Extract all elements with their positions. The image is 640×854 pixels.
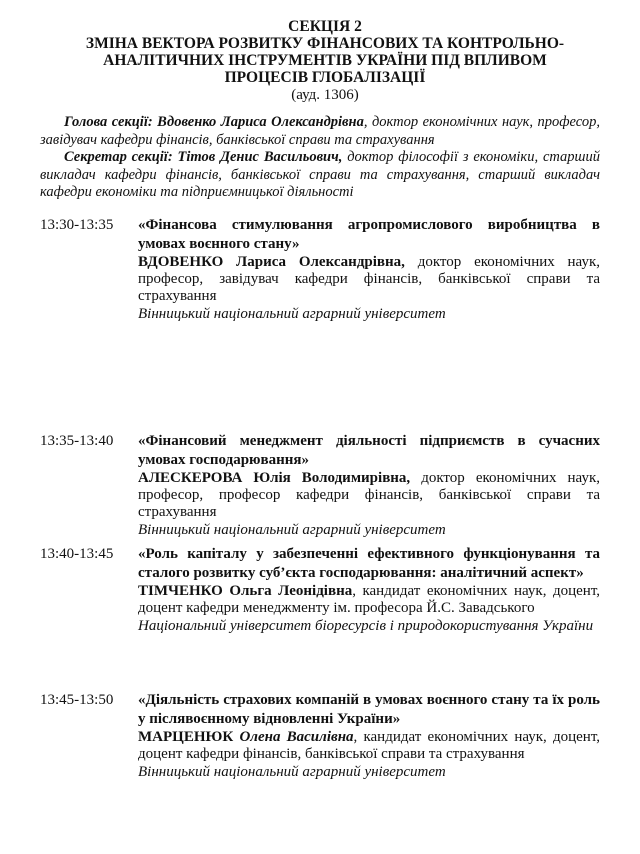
talk-body: [138, 545, 600, 635]
secretary-label: Секретар секції:: [64, 149, 173, 165]
chair-label: Голова секції:: [64, 114, 153, 130]
section-title-line: АНАЛІТИЧНИХ ІНСТРУМЕНТІВ УКРАЇНИ ПІД ВПЛИВОМ: [103, 52, 547, 69]
talk-speaker: [138, 729, 600, 763]
secretary-details: доктор філософії з економіки, старший викладач кафедри фінансів, банківської справи та страхування, старший викладач кафедри економіки та підприємницької діяльності: [40, 149, 600, 200]
talk-body: [138, 432, 600, 539]
section-secretary: [40, 149, 600, 202]
talk-time: 13:45-13:50: [40, 692, 114, 708]
talk-title: «Фінансовий менеджмент діяльності підприємств в сучасних умовах господарювання»: [138, 433, 600, 468]
talk-body: [138, 691, 600, 781]
chair-details: , доктор економічних наук, професор, завідувач кафедри фінансів, банківської справи та страхування: [40, 114, 601, 148]
speaker-name: МАРЦЕНЮК: [138, 729, 234, 745]
speaker-name: АЛЕСКЕРОВА Юлія Володимирівна,: [138, 470, 411, 486]
talk-speaker: [138, 470, 600, 521]
section-officers: [40, 114, 600, 202]
talk-time: 13:35-13:40: [40, 433, 114, 449]
talk-speaker: [138, 583, 600, 617]
talk-title: «Роль капіталу у забезпеченні ефективного функціонування та сталого розвитку суб’єкта господарювання: аналітичний аспект»: [138, 546, 600, 581]
section-room: (ауд. 1306): [291, 87, 359, 103]
talk-time: 13:30-13:35: [40, 217, 114, 233]
speaker-institution: Вінницький національний аграрний університет: [138, 306, 446, 322]
talk-title: «Фінансова стимулювання агропромислового виробництва в умовах воєнного стану»: [138, 217, 600, 252]
section-number: СЕКЦІЯ 2: [288, 18, 362, 35]
talk-speaker: [138, 254, 600, 305]
speaker-name: ТІМЧЕНКО Ольга Леонідівна: [138, 583, 353, 599]
speaker-details: , кандидат економічних наук, доцент, доцент кафедри менеджменту ім. професора Й.С. Завадського: [138, 583, 600, 616]
section-title-line: ЗМІНА ВЕКТОРА РОЗВИТКУ ФІНАНСОВИХ ТА КОНТРОЛЬНО-: [85, 35, 565, 52]
talk-title: «Діяльність страхових компаній в умовах воєнного стану та їх роль у післявоєнному відновленні України»: [138, 692, 600, 727]
section-header: [40, 18, 610, 104]
talk-time: 13:40-13:45: [40, 546, 114, 562]
speaker-details: , кандидат економічних наук, доцент, доцент кафедри фінансів, банківської справи та страхування: [138, 729, 600, 762]
section-title-line: ПРОЦЕСІВ ГЛОБАЛІЗАЦІЇ: [224, 69, 426, 86]
talk-body: [138, 216, 600, 323]
speaker-institution: Вінницький національний аграрний університет: [138, 522, 446, 538]
speaker-name-italic: Олена Василівна: [233, 729, 354, 745]
speaker-institution: Національний університет біоресурсів і природокористування України: [138, 618, 594, 634]
secretary-name: Тітов Денис Васильович,: [177, 149, 343, 165]
section-chair: [40, 114, 600, 149]
speaker-institution: Вінницький національний аграрний університет: [138, 764, 446, 780]
speaker-details: доктор економічних наук, професор, професор кафедри фінансів, банківської справи та страхування: [138, 470, 600, 520]
speaker-name: ВДОВЕНКО Лариса Олександрівна,: [138, 254, 405, 270]
chair-name: Вдовенко Лариса Олександрівна: [157, 114, 364, 130]
speaker-details: доктор економічних наук, професор, завідувач кафедри фінансів, банківської справи та страхування: [138, 254, 600, 304]
